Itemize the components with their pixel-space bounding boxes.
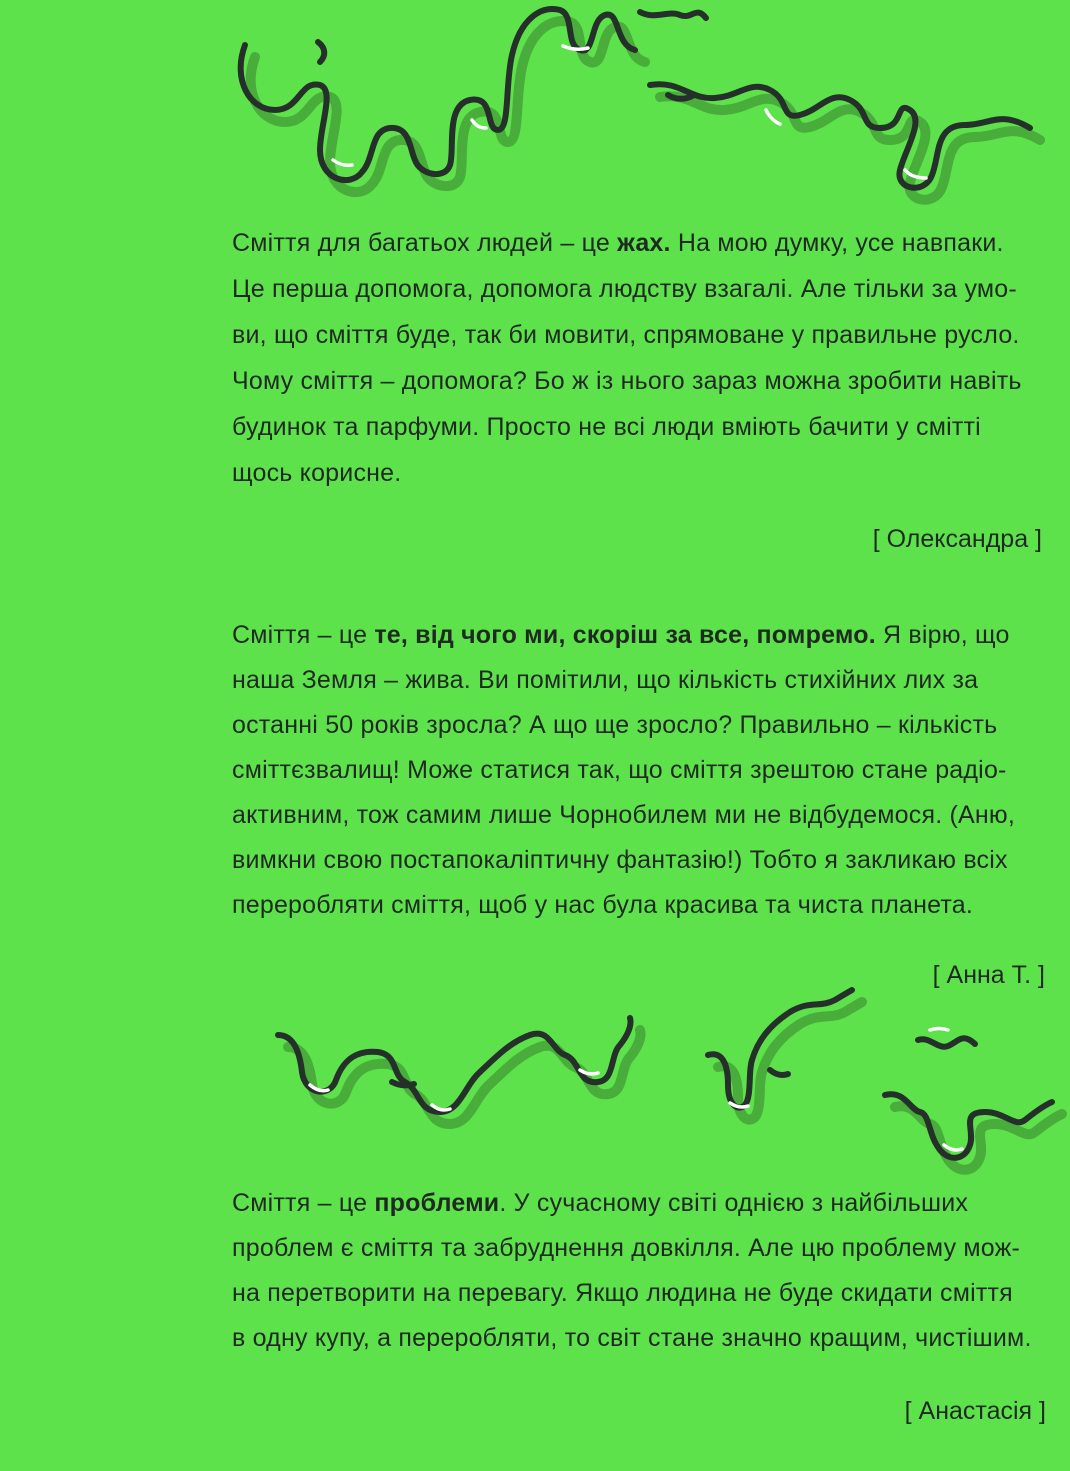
essay-line: [232, 755, 1007, 785]
text-segment: на перетворити на перевагу. Якщо людина не буде скидати сміття: [232, 1279, 1013, 1307]
essay-line: [232, 412, 981, 442]
essay-line: [232, 1188, 968, 1218]
signature-anastasia: [ Анастасія ]: [904, 1397, 1046, 1425]
slime-drips-top: [241, 9, 1040, 200]
text-segment: На мою думку, усе навпаки.: [670, 229, 1004, 257]
text-segment: Я вірю, що: [875, 621, 1010, 649]
emphasis-text: проблеми: [374, 1189, 500, 1217]
signature-oleksandra: [ Олександра ]: [872, 525, 1042, 553]
text-segment: будинок та парфуми. Просто не всі люди вміють бачити у смітті: [232, 413, 981, 441]
slime-drips-bottom: [278, 990, 1062, 1170]
text-segment: активним, тож самим лише Чорнобилем ми не відбудемося. (Аню,: [232, 801, 1015, 829]
essay-line: [232, 366, 1022, 396]
essay-line: [232, 890, 973, 920]
text-segment: Чому сміття – допомога? Бо ж із нього зараз можна зробити навіть: [232, 367, 1022, 395]
text-segment: наша Земля – жива. Ви помітили, що кількість стихійних лих за: [232, 666, 979, 694]
text-segment: Це перша допомога, допомога людству взагалі. Але тільки за умо-: [232, 275, 1017, 303]
emphasis-text: те, від чого ми, скоріш за все, помремо.: [374, 621, 876, 649]
essay-line: [232, 228, 1004, 258]
essay-line: [232, 665, 978, 695]
essay-line: [232, 845, 1008, 875]
essay-line: [232, 274, 1017, 304]
text-segment: переробляти сміття, щоб у нас була красива та чиста планета.: [232, 891, 974, 919]
text-segment: останні 50 років зросла? А що ще зросло? Правильно – кількість: [232, 711, 998, 739]
essay-line: [232, 1233, 1020, 1263]
essay-line: [232, 1278, 1013, 1308]
text-segment: ви, що сміття буде, так би мовити, спрямоване у правильне русло.: [232, 321, 1020, 349]
signature-anna: [ Анна Т. ]: [932, 961, 1045, 989]
text-segment: Сміття для багатьох людей – це: [232, 229, 618, 257]
essay-line: [232, 458, 401, 488]
text-segment: проблем є сміття та забруднення довкілля. Але цю проблему мож-: [232, 1234, 1021, 1262]
text-segment: Сміття – це: [232, 621, 375, 649]
text-segment: . У сучасному світі однією з найбільших: [499, 1189, 969, 1217]
essay-line: [232, 320, 1020, 350]
text-segment: в одну купу, а переробляти, то світ стане значно кращим, чистішим.: [232, 1324, 1032, 1352]
essay-line: [232, 620, 1010, 650]
text-segment: вимкни свою постапокаліптичну фантазію!) Тобто я закликаю всіх: [232, 846, 1008, 874]
text-segment: щось корисне.: [232, 459, 402, 487]
essay-line: [232, 1323, 1032, 1353]
essay-line: [232, 800, 1015, 830]
text-segment: Сміття – це: [232, 1189, 375, 1217]
essay-line: [232, 710, 997, 740]
text-segment: сміттєзвалищ! Може статися так, що сміття зрештою стане радіо-: [232, 756, 1007, 784]
emphasis-text: жах.: [617, 229, 671, 257]
